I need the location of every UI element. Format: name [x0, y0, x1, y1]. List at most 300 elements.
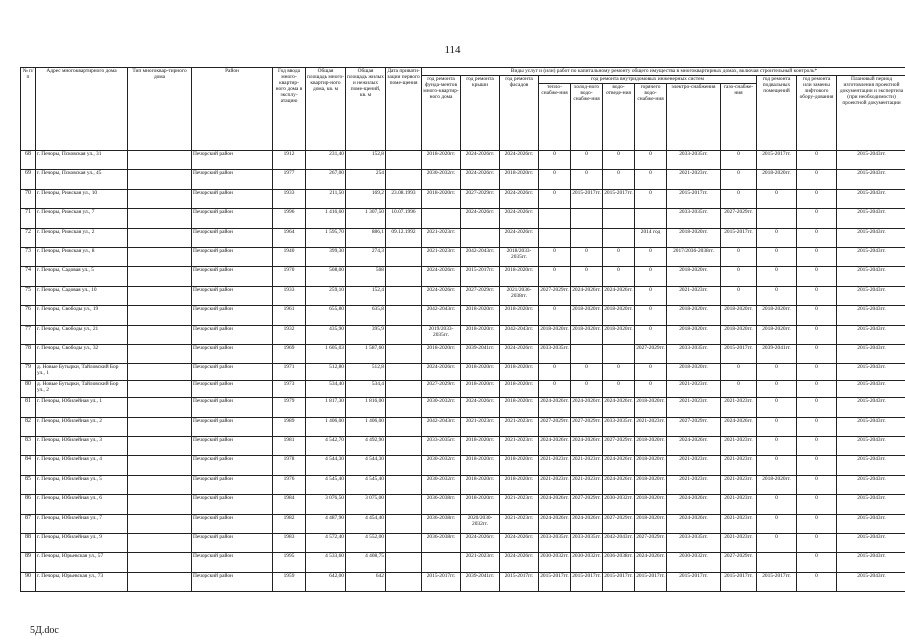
- row-number: 80: [21, 381, 36, 398]
- facade-cell: 2018/2033-2035гг.: [500, 247, 539, 266]
- sewerage-cell: 2027-2029гг.: [603, 437, 635, 456]
- living-area-cell: 4 408,75: [346, 553, 386, 572]
- row-number: 82: [21, 417, 36, 436]
- elevator-cell: 0: [797, 398, 837, 417]
- hot-water-cell: [635, 209, 667, 228]
- electricity-cell: 2018-2020гг.: [667, 306, 721, 325]
- total-area-cell: 4 533,60: [306, 553, 346, 572]
- total-area-cell: 267,00: [306, 170, 346, 189]
- facade-cell: 2018-2020гг.: [500, 364, 539, 381]
- total-area-cell: 655,80: [306, 306, 346, 325]
- house-type-cell: [128, 209, 192, 228]
- cold-water-cell: 2018-2020гг.: [571, 306, 603, 325]
- hot-water-cell: 2027-2029гг.: [635, 534, 667, 553]
- district-cell: Печорский район: [192, 495, 273, 514]
- row-number: 73: [21, 247, 36, 266]
- year-cell: 1981: [273, 437, 306, 456]
- district-cell: Печорский район: [192, 398, 273, 417]
- address-cell: г. Печоры, Юрьевская ул., 57: [36, 553, 128, 572]
- privatization-date-cell: [386, 325, 422, 344]
- electricity-cell: 2018-2020гг.: [667, 325, 721, 344]
- total-area-cell: 4 542,70: [306, 437, 346, 456]
- header-num: № п/п: [21, 68, 36, 151]
- header-year-built: Год ввода много-квартир-ного дома в эксплу-атацию: [273, 68, 306, 151]
- year-cell: 1976: [273, 475, 306, 494]
- sewerage-cell: 0: [603, 364, 635, 381]
- foundation-cell: 2030-2032гг.: [422, 398, 461, 417]
- basement-cell: 0: [757, 267, 797, 286]
- roof-cell: 2018-2020гг.: [461, 325, 500, 344]
- living-area-cell: 169,2: [346, 189, 386, 208]
- elevator-cell: 0: [797, 228, 837, 247]
- capital-repair-table: [20, 67, 905, 592]
- house-type-cell: [128, 247, 192, 266]
- heating-cell: 0: [539, 364, 571, 381]
- header-hot-water: горячего водо-снабже-ния: [635, 84, 667, 151]
- total-area-cell: 1 406,00: [306, 417, 346, 436]
- basement-cell: 2039-2041гг.: [757, 344, 797, 363]
- district-cell: Печорский район: [192, 553, 273, 572]
- row-number: 77: [21, 325, 36, 344]
- living-area-cell: 1 587,60: [346, 344, 386, 363]
- living-area-cell: 4 544,30: [346, 456, 386, 475]
- living-area-cell: 152,8: [346, 151, 386, 170]
- gas-cell: 2021-2023гг.: [721, 514, 757, 533]
- hot-water-cell: 2018-2020гг.: [635, 514, 667, 533]
- total-area-cell: 231,40: [306, 151, 346, 170]
- foundation-cell: 2019/2033-2035гг.: [422, 325, 461, 344]
- document-filename: 5Д.doc: [30, 625, 59, 636]
- address-cell: г. Печоры, Рижская ул., 7: [36, 209, 128, 228]
- privatization-date-cell: [386, 456, 422, 475]
- electricity-cell: 2021-2023гг.: [667, 398, 721, 417]
- sewerage-cell: 2018-2020гг.: [603, 306, 635, 325]
- design-cell: 2015-2043гг.: [837, 364, 905, 381]
- living-area-cell: 274,3: [346, 247, 386, 266]
- privatization-date-cell: 09.12.1992: [386, 228, 422, 247]
- cold-water-cell: 2030-2032гг.: [571, 553, 603, 572]
- total-area-cell: 534,40: [306, 381, 346, 398]
- privatization-date-cell: [386, 475, 422, 494]
- year-cell: 1971: [273, 364, 306, 381]
- facade-cell: 2018-2020гг.: [500, 381, 539, 398]
- total-area-cell: 1 595,70: [306, 228, 346, 247]
- address-cell: г. Печоры, Юбилейная ул., 5: [36, 475, 128, 494]
- year-cell: 1983: [273, 534, 306, 553]
- house-type-cell: [128, 475, 192, 494]
- privatization-date-cell: [386, 572, 422, 591]
- header-foundation: год ремонта фунда-ментов много-квартир-ного дома: [422, 76, 461, 151]
- header-systems-group: год ремонта внутридомовых инженерных систем: [539, 76, 757, 84]
- year-cell: 1969: [273, 344, 306, 363]
- header-gas: газо-снабже-ния: [721, 84, 757, 151]
- electricity-cell: 2015-2017гг.: [667, 189, 721, 208]
- living-area-cell: 642: [346, 572, 386, 591]
- address-cell: г. Печоры, Юбилейная ул., 4: [36, 456, 128, 475]
- foundation-cell: 2024-2026гг.: [422, 286, 461, 305]
- roof-cell: 2018-2020гг.: [461, 437, 500, 456]
- total-area-cell: 4 487,90: [306, 514, 346, 533]
- house-type-cell: [128, 189, 192, 208]
- sewerage-cell: 2015-2017гг.: [603, 572, 635, 591]
- gas-cell: 0: [721, 151, 757, 170]
- cold-water-cell: 0: [571, 247, 603, 266]
- table-row: [21, 344, 905, 363]
- privatization-date-cell: [386, 437, 422, 456]
- row-number: 81: [21, 398, 36, 417]
- heating-cell: 2021-2023гг.: [539, 475, 571, 494]
- row-number: 90: [21, 572, 36, 591]
- basement-cell: 0: [757, 514, 797, 533]
- gas-cell: 2021-2023гг.: [721, 437, 757, 456]
- address-cell: г. Печоры, Псковская ул., 45: [36, 170, 128, 189]
- roof-cell: 2018-2020гг.: [461, 381, 500, 398]
- privatization-date-cell: [386, 514, 422, 533]
- address-cell: г. Печоры, Юбилейная ул., 1: [36, 398, 128, 417]
- house-type-cell: [128, 417, 192, 436]
- table-body: [21, 151, 905, 592]
- heating-cell: 0: [539, 151, 571, 170]
- foundation-cell: 2042-2043гг.: [422, 306, 461, 325]
- house-type-cell: [128, 553, 192, 572]
- district-cell: Печорский район: [192, 456, 273, 475]
- address-cell: г. Печоры, Свободы ул., 32: [36, 344, 128, 363]
- design-cell: 2015-2043гг.: [837, 398, 905, 417]
- basement-cell: 0: [757, 437, 797, 456]
- foundation-cell: [422, 553, 461, 572]
- living-area-cell: 1 816,00: [346, 398, 386, 417]
- sewerage-cell: 2018-2020гг.: [603, 325, 635, 344]
- hot-water-cell: 2015-2017гг.: [635, 572, 667, 591]
- facade-cell: 2015-2017гг.: [500, 572, 539, 591]
- electricity-cell: 2033-2035гг.: [667, 344, 721, 363]
- sewerage-cell: 0: [603, 170, 635, 189]
- table-row: [21, 364, 905, 381]
- hot-water-cell: 2018-2020гг.: [635, 495, 667, 514]
- facade-cell: 2024-2026гг.: [500, 189, 539, 208]
- basement-cell: [757, 553, 797, 572]
- header-house-type: Тип многоквар-тирного дома: [128, 68, 192, 151]
- cold-water-cell: 2021-2023гг.: [571, 475, 603, 494]
- foundation-cell: 2036-2038гг.: [422, 514, 461, 533]
- year-cell: 1933: [273, 189, 306, 208]
- house-type-cell: [128, 437, 192, 456]
- year-cell: 1970: [273, 267, 306, 286]
- basement-cell: 0: [757, 534, 797, 553]
- year-cell: 1984: [273, 495, 306, 514]
- house-type-cell: [128, 228, 192, 247]
- table-row: [21, 247, 905, 266]
- table-row: [21, 209, 905, 228]
- roof-cell: 2024-2026гг.: [461, 170, 500, 189]
- cold-water-cell: 2021-2023гг.: [571, 456, 603, 475]
- header-sewerage: водо-отведе-ния: [603, 84, 635, 151]
- table-row: [21, 398, 905, 417]
- house-type-cell: [128, 381, 192, 398]
- electricity-cell: 2021-2023гг.: [667, 456, 721, 475]
- hot-water-cell: 0: [635, 325, 667, 344]
- basement-cell: 0: [757, 286, 797, 305]
- heating-cell: [539, 209, 571, 228]
- hot-water-cell: 2018-2020гг.: [635, 456, 667, 475]
- heating-cell: 2024-2026гг.: [539, 437, 571, 456]
- roof-cell: 2024-2026гг.: [461, 209, 500, 228]
- hot-water-cell: 0: [635, 247, 667, 266]
- heating-cell: 2027-2029гг.: [539, 417, 571, 436]
- address-cell: г. Печоры, Юбилейная ул., 2: [36, 417, 128, 436]
- cold-water-cell: 0: [571, 364, 603, 381]
- sewerage-cell: [603, 209, 635, 228]
- cold-water-cell: 2024-2026гг.: [571, 286, 603, 305]
- elevator-cell: 0: [797, 364, 837, 381]
- cold-water-cell: 2015-2017гг.: [571, 189, 603, 208]
- sewerage-cell: 2024-2026гг.: [603, 475, 635, 494]
- header-facade: год ремонта фасадов: [500, 76, 539, 151]
- elevator-cell: 0: [797, 514, 837, 533]
- foundation-cell: 2015-2017гг.: [422, 572, 461, 591]
- district-cell: Печорский район: [192, 267, 273, 286]
- design-cell: 2015-2043гг.: [837, 306, 905, 325]
- row-number: 79: [21, 364, 36, 381]
- district-cell: Печорский район: [192, 534, 273, 553]
- elevator-cell: 0: [797, 209, 837, 228]
- living-area-cell: 4 492,90: [346, 437, 386, 456]
- address-cell: г. Печоры, Рижская ул., 2: [36, 228, 128, 247]
- living-area-cell: 395,9: [346, 325, 386, 344]
- heating-cell: 0: [539, 267, 571, 286]
- year-cell: 1932: [273, 325, 306, 344]
- header-total-area: Общая площадь много-квартир-ного дома, кв. м: [306, 68, 346, 151]
- heating-cell: 2024-2026гг.: [539, 398, 571, 417]
- design-cell: 2015-2043гг.: [837, 534, 905, 553]
- sewerage-cell: 2027-2029гг.: [603, 514, 635, 533]
- electricity-cell: 2027-2029гг.: [667, 417, 721, 436]
- facade-cell: 2024-2026гг.: [500, 344, 539, 363]
- row-number: 68: [21, 151, 36, 170]
- hot-water-cell: 2014 год: [635, 228, 667, 247]
- house-type-cell: [128, 456, 192, 475]
- sewerage-cell: 0: [603, 381, 635, 398]
- header-design: Плановый период изготовления проектной документации и экспертиза (при необходимости) проектной документации: [837, 76, 905, 151]
- basement-cell: 0: [757, 189, 797, 208]
- house-type-cell: [128, 364, 192, 381]
- row-number: 85: [21, 475, 36, 494]
- elevator-cell: 0: [797, 170, 837, 189]
- district-cell: Печорский район: [192, 417, 273, 436]
- table-row: [21, 267, 905, 286]
- table-row: [21, 534, 905, 553]
- electricity-cell: 2018-2020гг.: [667, 228, 721, 247]
- design-cell: 2015-2043гг.: [837, 247, 905, 266]
- electricity-cell: 2024-2026гг.: [667, 437, 721, 456]
- basement-cell: 2018-2020гг.: [757, 325, 797, 344]
- hot-water-cell: 2021-2023гг.: [635, 417, 667, 436]
- roof-cell: 2018-2020гг.: [461, 364, 500, 381]
- total-area-cell: 1 817,30: [306, 398, 346, 417]
- facade-cell: 2024-2026гг.: [500, 553, 539, 572]
- hot-water-cell: 2024-2026гг.: [635, 553, 667, 572]
- year-cell: 1940: [273, 247, 306, 266]
- elevator-cell: 0: [797, 267, 837, 286]
- year-cell: 1912: [273, 151, 306, 170]
- cold-water-cell: 2015-2017гг.: [571, 572, 603, 591]
- living-area-cell: 508: [346, 267, 386, 286]
- roof-cell: 2042-2043гг.: [461, 247, 500, 266]
- header-cold-water: холод-ного водо-снабже-ния: [571, 84, 603, 151]
- basement-cell: 2015-2017гг.: [757, 151, 797, 170]
- privatization-date-cell: 10.07.1996: [386, 209, 422, 228]
- electricity-cell: 2018-2020гг.: [667, 267, 721, 286]
- heating-cell: 0: [539, 381, 571, 398]
- gas-cell: 2021-2023гг.: [721, 534, 757, 553]
- year-cell: 1933: [273, 286, 306, 305]
- facade-cell: 2024-2026гг.: [500, 151, 539, 170]
- heating-cell: 2027-2029гг.: [539, 286, 571, 305]
- roof-cell: 2015-2017гг.: [461, 267, 500, 286]
- address-cell: г. Печоры, Садовая ул., 5: [36, 267, 128, 286]
- district-cell: Печорский район: [192, 344, 273, 363]
- header-basement: год ремонта подвальных помещений: [757, 76, 797, 151]
- total-area-cell: 3 076,50: [306, 495, 346, 514]
- house-type-cell: [128, 344, 192, 363]
- year-cell: 1982: [273, 514, 306, 533]
- sewerage-cell: 2024-2026гг.: [603, 286, 635, 305]
- foundation-cell: 2030-2032гг.: [422, 170, 461, 189]
- gas-cell: 0: [721, 286, 757, 305]
- living-area-cell: 886,1: [346, 228, 386, 247]
- living-area-cell: 1 406,00: [346, 417, 386, 436]
- design-cell: 2015-2043гг.: [837, 572, 905, 591]
- elevator-cell: 0: [797, 553, 837, 572]
- row-number: 74: [21, 267, 36, 286]
- gas-cell: 2018-2020гг.: [721, 325, 757, 344]
- facade-cell: 2021-2023гг.: [500, 437, 539, 456]
- living-area-cell: 4 545,40: [346, 475, 386, 494]
- gas-cell: 2024-2026гг.: [721, 417, 757, 436]
- facade-cell: 2021-2023гг.: [500, 514, 539, 533]
- total-area-cell: 399,30: [306, 247, 346, 266]
- basement-cell: 2018-2020гг.: [757, 475, 797, 494]
- privatization-date-cell: [386, 344, 422, 363]
- year-cell: 1996: [273, 209, 306, 228]
- design-cell: 2015-2043гг.: [837, 381, 905, 398]
- foundation-cell: 2027-2029гг.: [422, 381, 461, 398]
- foundation-cell: 2024-2026гг.: [422, 364, 461, 381]
- total-area-cell: 4 545,40: [306, 475, 346, 494]
- total-area-cell: 259,10: [306, 286, 346, 305]
- table-row: [21, 170, 905, 189]
- roof-cell: 2024-2026гг.: [461, 534, 500, 553]
- row-number: 89: [21, 553, 36, 572]
- address-cell: г. Печоры, Юбилейная ул., 6: [36, 495, 128, 514]
- house-type-cell: [128, 534, 192, 553]
- living-area-cell: 512,8: [346, 364, 386, 381]
- electricity-cell: 2017/2036-2038гг.: [667, 247, 721, 266]
- header-heating: тепло-снабже-ния: [539, 84, 571, 151]
- address-cell: г. Печоры, Псковская ул., 31: [36, 151, 128, 170]
- year-cell: 1961: [273, 306, 306, 325]
- design-cell: 2015-2043гг.: [837, 553, 905, 572]
- basement-cell: 0: [757, 364, 797, 381]
- gas-cell: 2021-2023гг.: [721, 398, 757, 417]
- facade-cell: 2021/2036-2038гг.: [500, 286, 539, 305]
- roof-cell: 2039-2041гг.: [461, 344, 500, 363]
- privatization-date-cell: [386, 398, 422, 417]
- roof-cell: 2039-2041гг.: [461, 572, 500, 591]
- row-number: 83: [21, 437, 36, 456]
- row-number: 72: [21, 228, 36, 247]
- facade-cell: 2024-2026гг.: [500, 209, 539, 228]
- privatization-date-cell: [386, 534, 422, 553]
- design-cell: 2015-2043гг.: [837, 514, 905, 533]
- row-number: 88: [21, 534, 36, 553]
- house-type-cell: [128, 286, 192, 305]
- electricity-cell: 2015-2017гг.: [667, 572, 721, 591]
- privatization-date-cell: 23.08.1993: [386, 189, 422, 208]
- basement-cell: 0: [757, 228, 797, 247]
- privatization-date-cell: [386, 151, 422, 170]
- sewerage-cell: [603, 228, 635, 247]
- foundation-cell: 2042-2043гг.: [422, 417, 461, 436]
- sewerage-cell: 0: [603, 151, 635, 170]
- gas-cell: 2015-2017гг.: [721, 572, 757, 591]
- district-cell: Печорский район: [192, 247, 273, 266]
- address-cell: д. Новые Бутырки, Тайловский Бор ул., 1: [36, 364, 128, 381]
- address-cell: г. Печоры, Рижская ул., 10: [36, 189, 128, 208]
- elevator-cell: 0: [797, 286, 837, 305]
- privatization-date-cell: [386, 247, 422, 266]
- total-area-cell: 435,90: [306, 325, 346, 344]
- foundation-cell: 2018-2020гг.: [422, 344, 461, 363]
- foundation-cell: 2030-2032гг.: [422, 456, 461, 475]
- roof-cell: 2027-2029гг.: [461, 189, 500, 208]
- district-cell: Печорский район: [192, 572, 273, 591]
- district-cell: Печорский район: [192, 381, 273, 398]
- district-cell: Печорский район: [192, 286, 273, 305]
- basement-cell: 0: [757, 495, 797, 514]
- cold-water-cell: [571, 344, 603, 363]
- heating-cell: 2030-2032гг.: [539, 553, 571, 572]
- year-cell: 1973: [273, 381, 306, 398]
- header-electricity: электро-снабжения: [667, 84, 721, 151]
- foundation-cell: 2030-2032гг.: [422, 475, 461, 494]
- gas-cell: 2015-2017гг.: [721, 228, 757, 247]
- row-number: 87: [21, 514, 36, 533]
- table-row: [21, 325, 905, 344]
- address-cell: г. Печоры, Рижская ул., 8: [36, 247, 128, 266]
- basement-cell: [757, 209, 797, 228]
- house-type-cell: [128, 267, 192, 286]
- table-row: [21, 572, 905, 591]
- district-cell: Печорский район: [192, 475, 273, 494]
- total-area-cell: 1 605,03: [306, 344, 346, 363]
- design-cell: 2015-2043гг.: [837, 344, 905, 363]
- row-number: 76: [21, 306, 36, 325]
- elevator-cell: 0: [797, 381, 837, 398]
- gas-cell: 2018-2020гг.: [721, 306, 757, 325]
- design-cell: 2015-2043гг.: [837, 325, 905, 344]
- living-area-cell: 1 307,50: [346, 209, 386, 228]
- hot-water-cell: 0: [635, 381, 667, 398]
- foundation-cell: 2024-2026гг.: [422, 267, 461, 286]
- gas-cell: 0: [721, 170, 757, 189]
- cold-water-cell: 2024-2026гг.: [571, 514, 603, 533]
- house-type-cell: [128, 398, 192, 417]
- sewerage-cell: 2033-2035гг.: [603, 417, 635, 436]
- roof-cell: 2024-2026гг.: [461, 151, 500, 170]
- address-cell: г. Печоры, Юбилейная ул., 3: [36, 437, 128, 456]
- total-area-cell: 4 572,40: [306, 534, 346, 553]
